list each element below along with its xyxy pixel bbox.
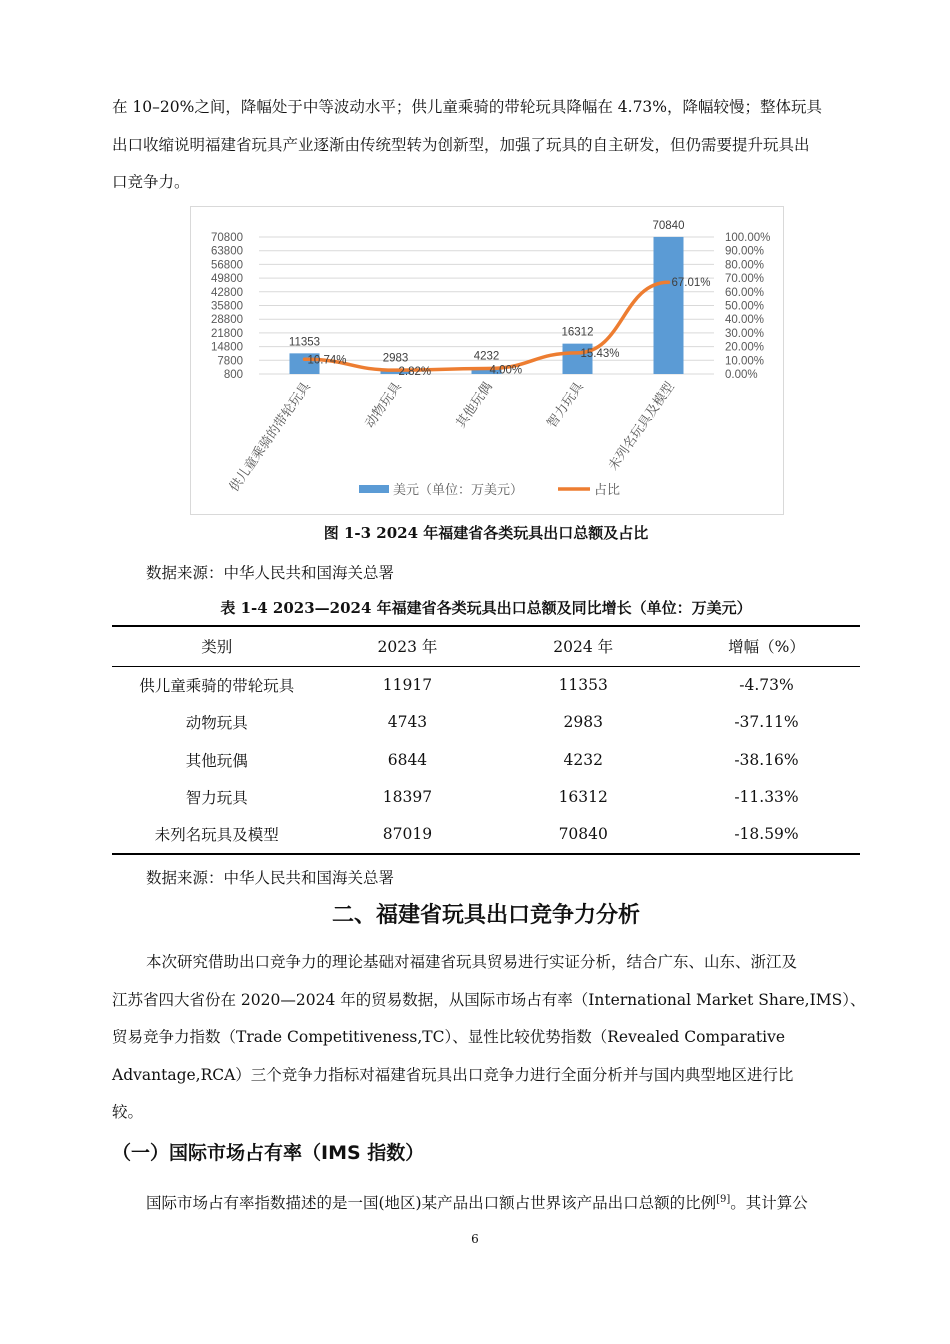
table-row (112, 666, 860, 704)
table-cell: -18.59% (673, 816, 860, 854)
table-cell: 4232 (563, 750, 603, 769)
data-source: 数据来源：中华人民共和国海关总署 (146, 869, 395, 887)
y-tick-label: 42800 (211, 286, 243, 299)
table-cell: 11917 (382, 676, 433, 694)
line-data-label: 4.00% (489, 364, 523, 377)
text-line: 江苏省四大省份在 2020—2024 年的贸易数据，从国际市场占有率（International Market Share,IMS）、 (112, 990, 866, 1009)
line-data-label: 2.82% (398, 366, 432, 379)
table-row (112, 741, 860, 779)
column-header: 类别 (112, 626, 321, 666)
y-tick-label: 14800 (211, 341, 243, 354)
y2-tick-label: 30.00% (725, 327, 765, 340)
table-cell: 11353 (558, 676, 608, 694)
table-caption: 表 1-4 2023—2024 年福建省各类玩具出口总额及同比增长（单位：万美元） (220, 599, 752, 617)
text-span: 。其计算公 (730, 1194, 808, 1213)
y2-tick-label: 10.00% (725, 355, 765, 368)
table-row (112, 816, 860, 854)
y-tick-label: 49800 (211, 273, 243, 286)
legend-swatch (359, 485, 389, 493)
x-tick-label: 动物玩具 (362, 379, 405, 431)
table-row (112, 704, 860, 742)
y-tick-label: 21800 (211, 327, 243, 340)
bar-data-label: 16312 (561, 326, 594, 339)
y2-tick-label: 70.00% (725, 273, 765, 286)
text-span: 国际市场占有率指数描述的是一国(地区)某产品出口额占世界该产品出口总额的比例 (146, 1194, 717, 1213)
table-cell: 18397 (382, 788, 433, 807)
y-tick-label: 7800 (217, 355, 243, 368)
page-number: 6 (471, 1232, 479, 1246)
column-header: 2023 年 (321, 626, 493, 666)
y2-tick-label: 80.00% (725, 259, 765, 272)
text-line: 在 10–20%之间，降幅处于中等波动水平；供儿童乘骑的带轮玩具降幅在 4.73%，降幅较慢；整体玩具 (112, 98, 823, 116)
citation-ref: [9] (716, 1194, 731, 1205)
y2-tick-label: 20.00% (725, 341, 765, 354)
y2-tick-label: 50.00% (725, 300, 765, 313)
chart-bar (654, 237, 684, 374)
text-line: Advantage,RCA）三个竞争力指标对福建省玩具出口竞争力进行全面分析并与国内典型地区进行比 (112, 1065, 794, 1084)
table-row (112, 779, 860, 817)
ims-paragraph (112, 1181, 860, 1223)
column-header: 2024 年 (493, 626, 673, 666)
table-cell: 16312 (558, 788, 608, 807)
table-cell: -38.16% (734, 750, 799, 769)
x-tick-label: 其他玩偶 (453, 379, 496, 431)
table-cell: 87019 (321, 816, 493, 854)
bar-data-label: 11353 (288, 336, 321, 349)
table-cell: 6844 (387, 750, 428, 769)
y-tick-label: 63800 (211, 245, 243, 258)
export-table (112, 625, 860, 855)
y-tick-label: 28800 (211, 314, 243, 327)
y2-tick-label: 90.00% (725, 245, 765, 258)
line-data-label: 67.01% (671, 277, 711, 290)
data-source: 数据来源：中华人民共和国海关总署 (146, 564, 395, 582)
table-cell: 动物玩具 (185, 714, 248, 733)
table-cell: 供儿童乘骑的带轮玩具 (139, 677, 295, 695)
text-line: 贸易竞争力指数（Trade Competitiveness,TC）、显性比较优势指数（Revealed Comparative (112, 1028, 786, 1046)
line-data-label: 10.74% (307, 354, 347, 367)
subsection-heading: （一）国际市场占有率（IMS 指数） (112, 1142, 425, 1164)
legend-label: 美元（单位：万美元） (393, 483, 524, 498)
text-line: 本次研究借助出口竞争力的理论基础对福建省玩具贸易进行实证分析，结合广东、山东、浙江及 (146, 953, 798, 971)
y2-tick-label: 0.00% (725, 369, 758, 381)
section-paragraph (112, 944, 866, 1132)
text-line: 较。 (112, 1103, 144, 1121)
x-tick-label: 供儿童乘骑的带轮玩具 (226, 379, 314, 495)
y2-tick-label: 100.00% (725, 232, 771, 244)
chart-canvas (191, 207, 783, 514)
table-cell: 其他玩偶 (185, 751, 248, 770)
text-line (112, 1181, 860, 1223)
section-heading: 二、福建省玩具出口竞争力分析 (331, 903, 640, 928)
bar-data-label: 70840 (652, 219, 685, 232)
bar-data-label: 4232 (473, 350, 500, 363)
export-chart (190, 206, 784, 515)
y2-tick-label: 40.00% (725, 314, 765, 327)
text-line: 出口收缩说明福建省玩具产业逐渐由传统型转为创新型，加强了玩具的自主研发，但仍需要提升玩具出 (112, 135, 810, 154)
intro-paragraph (112, 89, 860, 202)
table-cell: -37.11% (734, 713, 799, 732)
table-cell: 2983 (563, 713, 603, 732)
x-tick-label: 未列名玩具及模型 (605, 379, 678, 474)
y-tick-label: 70800 (211, 232, 243, 244)
bar-data-label: 2983 (382, 352, 409, 365)
table-cell: 智力玩具 (185, 789, 248, 808)
line-data-label: 15.43% (580, 347, 620, 360)
x-tick-label: 智力玩具 (544, 379, 587, 431)
table-cell: 4743 (387, 713, 428, 732)
table-header-row (112, 626, 860, 666)
table-cell: -11.33% (734, 788, 799, 807)
legend-label: 占比 (594, 483, 621, 498)
y2-tick-label: 60.00% (725, 286, 765, 299)
y-tick-label: 800 (223, 369, 243, 381)
table-cell: 70840 (493, 816, 673, 854)
y-tick-label: 56800 (211, 259, 243, 272)
table-cell: 未列名玩具及模型 (112, 816, 321, 854)
y-tick-label: 35800 (211, 300, 243, 313)
figure-caption: 图 1-3 2024 年福建省各类玩具出口总额及占比 (323, 524, 649, 542)
text-line: 口竞争力。 (112, 173, 190, 191)
table-cell: -4.73% (739, 676, 794, 694)
column-header: 增幅（%） (673, 626, 860, 666)
